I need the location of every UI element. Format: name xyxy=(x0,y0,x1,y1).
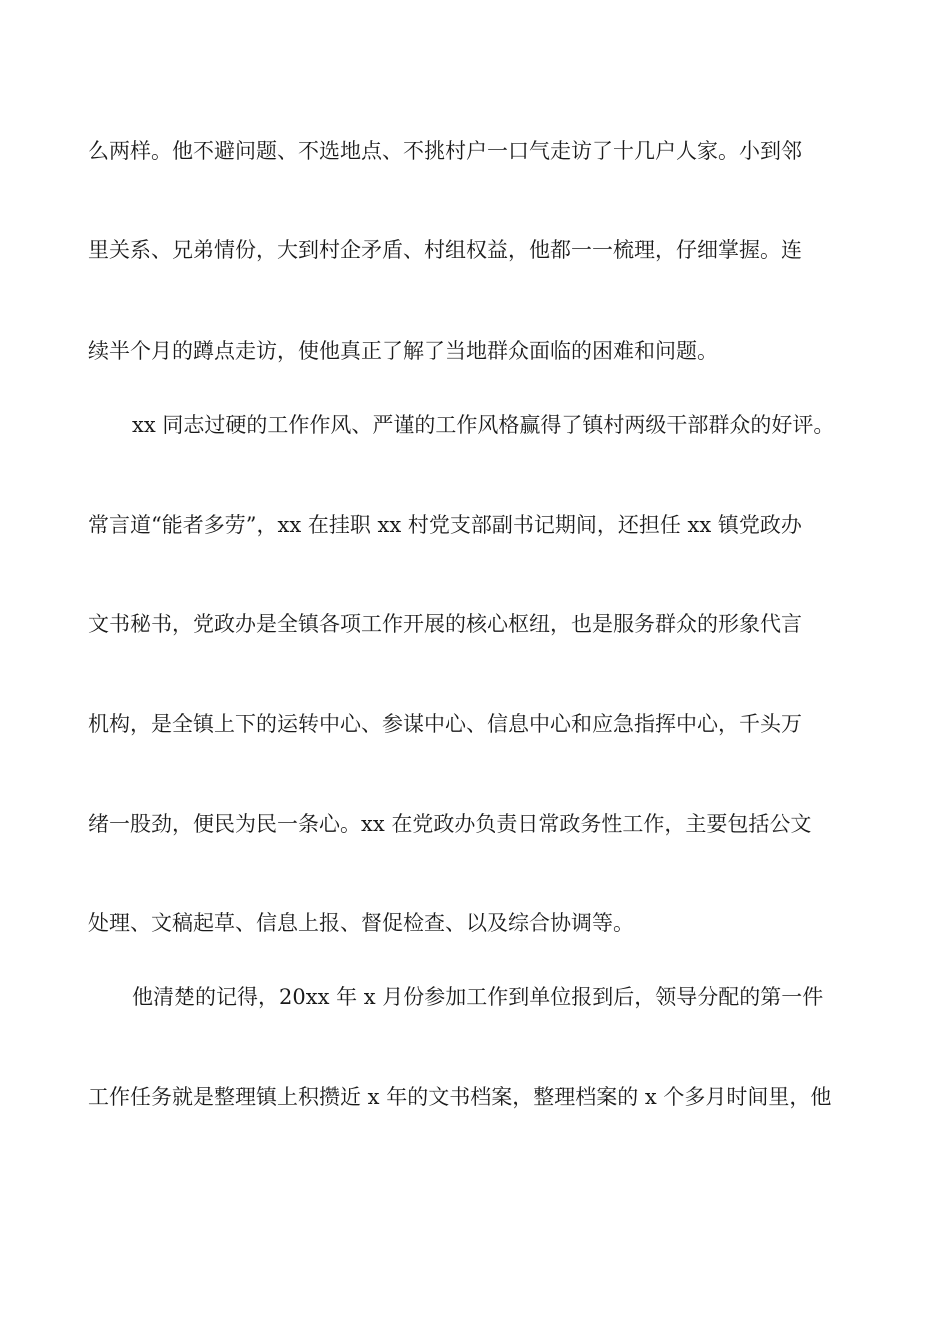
text-line-3: 续半个月的蹲点走访，使他真正了解了当地群众面临的困难和问题。 xyxy=(88,339,718,363)
text-line-6: 文书秘书，党政办是全镇各项工作开展的核心枢纽，也是服务群众的形象代言 xyxy=(88,612,802,636)
text-line-4-paragraph-start: xx 同志过硬的工作作风、严谨的工作风格赢得了镇村两级干部群众的好评。 xyxy=(132,413,835,437)
text-line-1: 么两样。他不避问题、不选地点、不挑村户一口气走访了十几户人家。小到邻 xyxy=(88,139,802,163)
text-line-9: 处理、文稿起草、信息上报、督促检查、以及综合协调等。 xyxy=(88,911,634,935)
text-line-7: 机构，是全镇上下的运转中心、参谋中心、信息中心和应急指挥中心，千头万 xyxy=(88,712,802,736)
text-line-10-paragraph-start: 他清楚的记得，20xx 年 x 月份参加工作到单位报到后，领导分配的第一件 xyxy=(132,985,824,1009)
text-line-5: 常言道“能者多劳”，xx 在挂职 xx 村党支部副书记期间，还担任 xx 镇党政办 xyxy=(88,513,802,537)
text-line-11: 工作任务就是整理镇上积攒近 x 年的文书档案，整理档案的 x 个多月时间里，他 xyxy=(88,1085,832,1109)
text-line-2: 里关系、兄弟情份，大到村企矛盾、村组权益，他都一一梳理，仔细掌握。连 xyxy=(88,238,802,262)
text-line-8: 绪一股劲，便民为民一条心。xx 在党政办负责日常政务性工作，主要包括公文 xyxy=(88,812,812,836)
